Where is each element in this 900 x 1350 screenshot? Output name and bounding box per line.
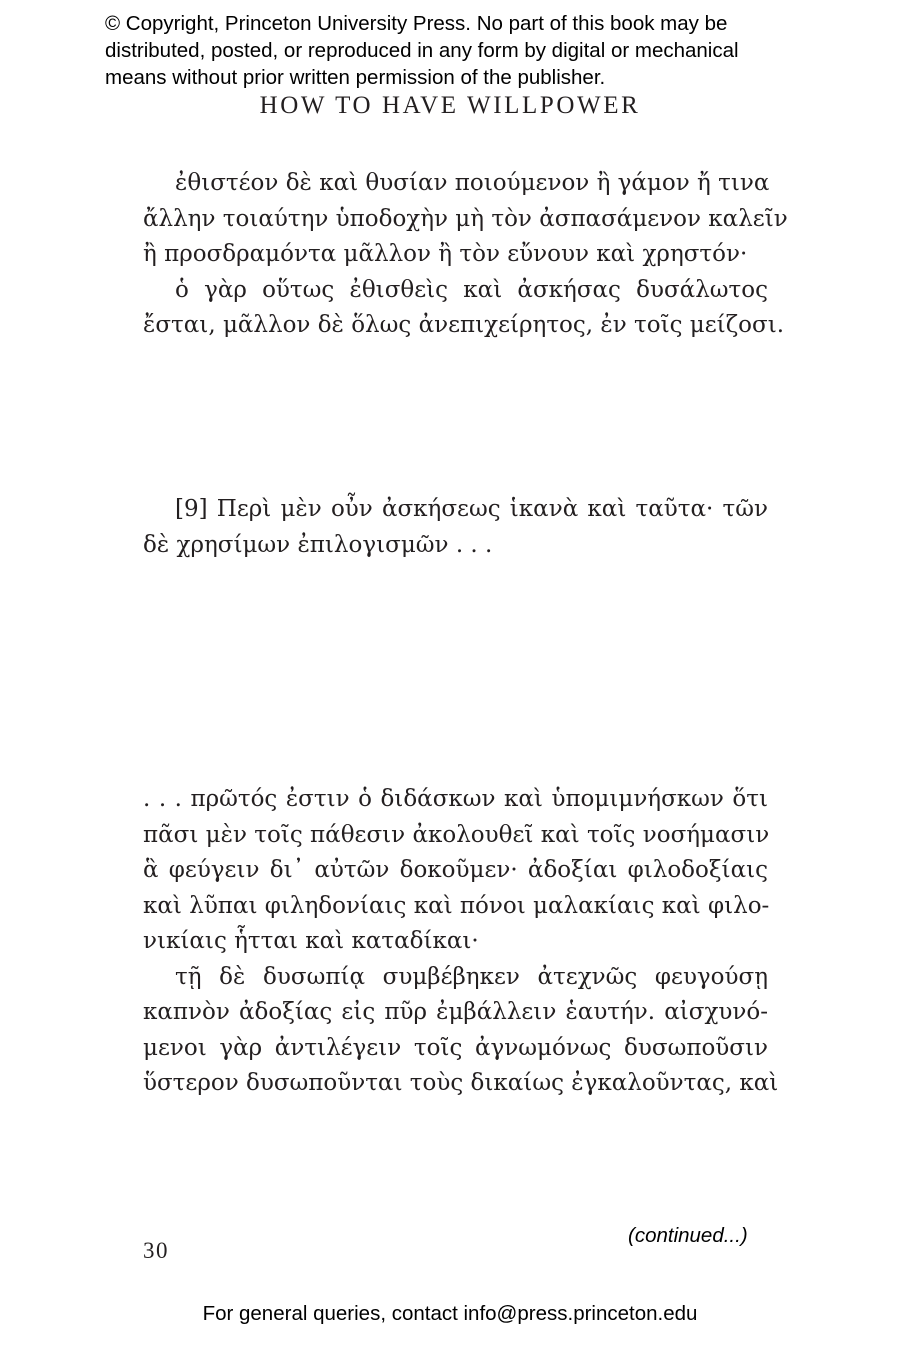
- text-line: ἔσται, μᾶλλον δὲ ὅλως ἀνεπιχείρητος, ἐν τοῖς μείζοσι.: [143, 312, 785, 338]
- greek-passage-3: [143, 782, 779, 1102]
- copyright-line: © Copyright, Princeton University Press. No part of this book may be: [105, 12, 728, 35]
- continued-note: (continued...): [628, 1224, 748, 1247]
- text-line: . . . πρῶτός ἐστιν ὁ διδάσκων καὶ ὑπομιμνήσκων ὅτι: [143, 786, 768, 812]
- copyright-notice: [105, 10, 825, 91]
- footer-contact: For general queries, contact info@press.princeton.edu: [202, 1302, 698, 1325]
- text-line: ἢ προσδραμόντα μᾶλλον ἢ τὸν εὔνουν καὶ χρηστόν·: [143, 241, 748, 267]
- page-number: 30: [143, 1238, 169, 1263]
- text-line: καπνὸν ἀδοξίας εἰς πῦρ ἐμβάλλειν ἑαυτήν. αἰσχυνό-: [143, 999, 768, 1025]
- text-line: ὕστερον δυσωποῦνται τοὺς δικαίως ἐγκαλοῦντας, καὶ: [143, 1070, 779, 1096]
- text-line: μενοι γὰρ ἀντιλέγειν τοῖς ἀγνωμόνως δυσωποῦσιν: [143, 1034, 768, 1061]
- text-line: ὁ γὰρ οὕτως ἐθισθεὶς καὶ ἀσκήσας δυσάλωτος: [175, 276, 768, 303]
- text-line: πᾶσι μὲν τοῖς πάθεσιν ἀκολουθεῖ καὶ τοῖς νοσήμασιν: [143, 821, 770, 848]
- copyright-line: means without prior written permission of the publisher.: [105, 66, 606, 89]
- text-line: καὶ λῦπαι φιληδονίαις καὶ πόνοι μαλακίαις καὶ φιλο-: [143, 892, 770, 919]
- text-line: τῇ δὲ δυσωπίᾳ συμβέβηκεν ἀτεχνῶς φευγούσῃ: [175, 963, 768, 990]
- copyright-line: distributed, posted, or reproduced in any form by digital or mechanical: [105, 39, 739, 62]
- text-line: ἐθιστέον δὲ καὶ θυσίαν ποιούμενον ἢ γάμον ἤ τινα: [175, 170, 770, 196]
- text-line: [9] Περὶ μὲν οὖν ἀσκήσεως ἱκανὰ καὶ ταῦτα· τῶν: [175, 496, 768, 522]
- text-line: νικίαις ἧτται καὶ καταδίκαι·: [143, 928, 479, 954]
- text-line: ἄλλην τοιαύτην ὑποδοχὴν μὴ τὸν ἀσπασάμενον καλεῖν: [143, 205, 788, 232]
- text-line: δὲ χρησίμων ἐπιλογισμῶν . . .: [143, 531, 493, 558]
- greek-passage-2: [143, 492, 768, 563]
- running-head: HOW TO HAVE WILLPOWER: [259, 92, 641, 119]
- text-line: ἃ φεύγειν δι᾽ αὐτῶν δοκοῦμεν· ἀδοξίαι φιλοδοξίαις: [143, 857, 768, 883]
- greek-passage-1: [143, 166, 788, 344]
